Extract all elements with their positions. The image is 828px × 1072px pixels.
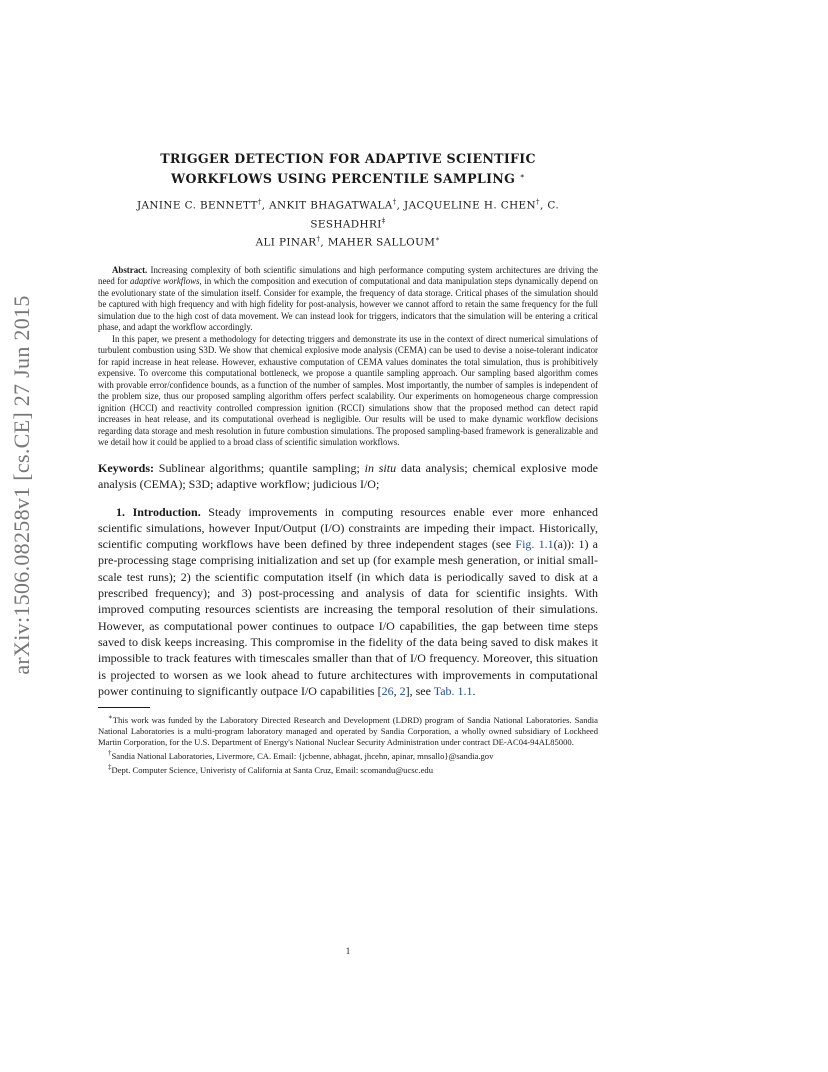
page-number: 1 xyxy=(345,946,351,956)
author: C. SESHADHRI xyxy=(310,199,560,231)
body-text: . xyxy=(472,683,476,698)
keywords-label: Keywords: xyxy=(98,460,154,475)
keywords-text: Sublinear algorithms; quantile sampling; xyxy=(158,460,360,475)
title-line-2: WORKFLOWS USING PERCENTILE SAMPLING xyxy=(171,171,516,187)
footnote-sandia xyxy=(98,748,598,762)
abstract-label: Abstract. xyxy=(112,264,148,275)
author-mark: † xyxy=(392,198,397,207)
paper-page xyxy=(98,150,598,776)
author-mark: ‡ xyxy=(381,216,386,225)
paper-title xyxy=(98,150,598,187)
footnote-mark: ∗ xyxy=(108,713,113,722)
citation-link[interactable]: 2 xyxy=(399,683,406,698)
footnote-mark: † xyxy=(108,749,112,758)
arxiv-identifier: arXiv:1506.08258v1 [cs.CE] 27 Jun 2015 xyxy=(9,295,34,675)
author: JANINE C. BENNETT xyxy=(136,199,258,212)
footnote-text: This work was funded by the Laboratory Directed Research and Development (LDRD) program of Sandia National Laboratories. Sandia National Laboratories is a multi-program laboratory managed and operated by Sandia Corporation, a wholly owned subsidiary of Lockheed Martin Corporation, for the U.S. Department of Energy's National Nuclear Security Administration under contract DE-AC04-94AL85000. xyxy=(98,715,598,748)
footnote-funding xyxy=(98,712,598,748)
figure-link[interactable]: Fig. 1.1 xyxy=(515,537,554,552)
abstract-text: , in which the composition and execution of computational and data manipulation steps dynamically depend on the evolutionary state of the simulation itself. Consider for example, the frequency of data storage. Critical phases of the simulation should be captured with high frequency and with high fidelity for post-analysis, however we cannot afford to retain the same frequency for the full simulation due to the high cost of data movement. We can instead look for triggers, indicators that the simulation will be entering a critical phase, and adapt the workflow accordingly. xyxy=(98,276,598,333)
author: ALI PINAR xyxy=(255,236,317,249)
citation-separator: , xyxy=(393,683,400,698)
author: MAHER SALLOUM xyxy=(327,236,436,249)
author-list: JANINE C. BENNETT†, ANKIT BHAGATWALA†, JACQUELINE H. CHEN†, C. SESHADHRI‡ ALI PINAR†, MAHER SALLOUM∗ xyxy=(136,198,560,249)
section-heading: 1. Introduction. xyxy=(116,504,201,519)
abstract-emphasis: adaptive workflows xyxy=(130,276,200,287)
footnotes xyxy=(98,712,598,776)
abstract-paragraph-2: In this paper, we present a methodology for detecting triggers and demonstrate its use in the context of direct numerical simulations of turbulent combustion using S3D. We show that chemical explosive mode analysis (CEMA) can be used to devise a noise-tolerant indicator for rapid increase in heat release. However, exhaustive computation of CEMA values dominates the total simulation, thus is prohibitively expensive. To overcome this computational bottleneck, we propose a quantile sampling approach. Our sampling based algorithm comes with provable error/confidence bounds, as a function of the number of samples. Most importantly, the number of samples is independent of the problem size, thus our proposed sampling algorithm offers perfect scalability. Our experiments on homogeneous charge compression ignition (HCCI) and reactivity controlled compression ignition (RCCI) simulations show that the proposed method can detect rapid increases in heat release, and its computational overhead is negligible. Our results will be used to make dynamic workflow decisions regarding data storage and mesh resolution in future combustion simulations. The proposed sampling-based framework is generalizable and we detail how it could be applied to a broad class of scientific simulation workflows. xyxy=(98,333,598,448)
author: JACQUELINE H. CHEN xyxy=(404,199,537,212)
author: ANKIT BHAGATWALA xyxy=(269,199,393,212)
footnote-text: Dept. Computer Science, Univeristy of California at Santa Cruz, Email: scomandu@ucsc.edu xyxy=(111,764,434,775)
keywords-text: data analysis; chemical explosive mode analysis (CEMA); S3D; adaptive workflow; judicious I/O; xyxy=(98,460,599,491)
abstract-text: Increasing complexity of both scientific simulations and high performance computing system architectures are driving the need for xyxy=(98,264,599,287)
footnote-divider xyxy=(98,707,150,708)
title-footnote-mark: ∗ xyxy=(519,171,525,180)
abstract-paragraph-1 xyxy=(98,265,598,334)
author-mark: ∗ xyxy=(435,235,441,244)
author-mark: † xyxy=(316,235,321,244)
title-line-1: TRIGGER DETECTION FOR ADAPTIVE SCIENTIFIC xyxy=(160,151,536,166)
body-text: Steady improvements in computing resources enable ever more enhanced scientific simulations, however Input/Output (I/O) constraints are impeding their impact. Historically, scientific computing workflows have been defined by three independent stages (see xyxy=(98,504,599,552)
table-link[interactable]: Tab. 1.1 xyxy=(433,683,473,698)
footnote-ucsc xyxy=(98,762,598,776)
abstract xyxy=(98,265,598,449)
author-mark: † xyxy=(536,198,540,207)
author-mark: † xyxy=(257,198,262,207)
citation-link[interactable]: 26 xyxy=(381,683,394,698)
keywords-emphasis: in situ xyxy=(364,460,397,475)
arxiv-sidebar xyxy=(2,290,42,680)
keywords xyxy=(98,460,598,492)
body-text: ], see xyxy=(405,683,431,698)
body-text: (a)): 1) a pre-processing stage comprising initialization and set up (for example mesh generation, or initial small-scale test runs); 2) the scientific computation itself (in which data is periodically saved to disk at a prescribed frequency); and 3) post-processing and analysis of data for scientific insights. With improved computing resources scientists are increasing the temporal resolution of their simulations. However, as computational power continues to outpace I/O capabilities, the gap between time steps saved to disk keeps increasing. This compromise in the fidelity of the data being saved to disk makes it impossible to track features with timescales smaller than that of I/O frequency. Moreover, this situation is projected to worsen as we look ahead to future architectures with improvements in computational power continuing to significantly outpace I/O capabilities [ xyxy=(98,537,598,698)
footnote-text: Sandia National Laboratories, Livermore, CA. Email: {jcbenne, abhagat, jhcehn, apinar, mnsallo}@sandia.gov xyxy=(111,750,494,761)
introduction-section xyxy=(98,504,598,700)
footnote-mark: ‡ xyxy=(108,762,112,771)
